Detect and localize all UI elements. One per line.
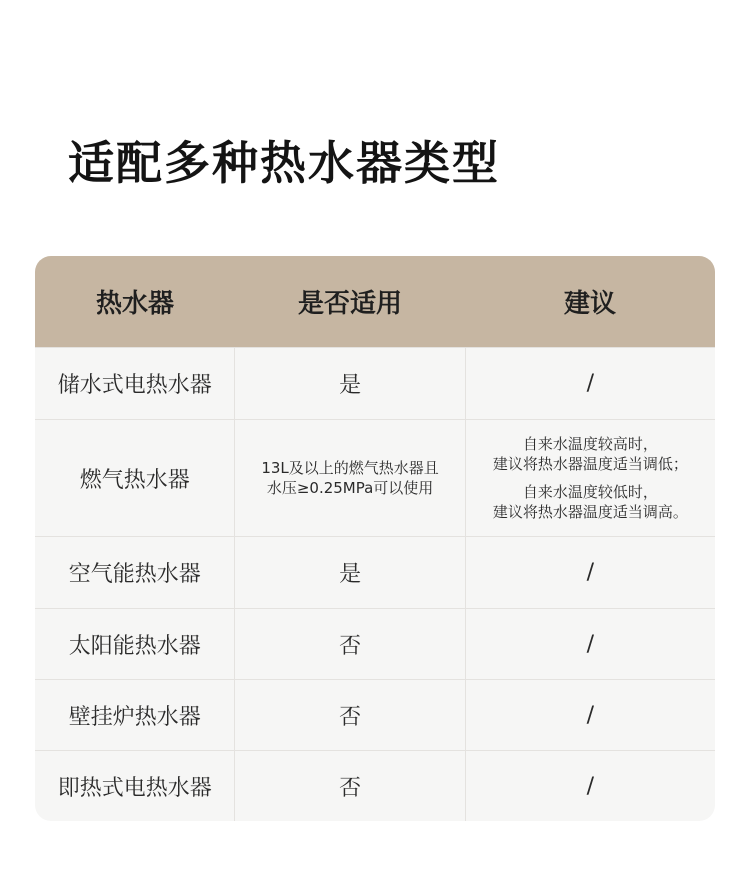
table-header [35,256,715,347]
heater-type-cell: 即热式电热水器 [35,751,235,821]
advice-cell [466,420,715,536]
table-row [35,536,715,608]
heater-type-cell: 空气能热水器 [35,537,235,608]
applicable-line: 13L及以上的燃气热水器且 [261,458,439,477]
table-row [35,608,715,679]
table-row [35,347,715,419]
applicable-cell: 是 [235,348,465,419]
applicable-cell: 否 [235,609,465,679]
advice-line: 建议将热水器温度适当调低； [492,454,688,473]
heater-type-cell: 太阳能热水器 [35,609,235,679]
advice-cell: / [586,631,595,657]
advice-cell: / [586,371,595,396]
applicable-line: 水压≥0.25MPa可以使用 [266,479,434,497]
advice-cell: / [586,702,595,728]
applicable-cell: 是 [235,537,465,608]
page-title: 适配多种热水器类型 [68,136,500,190]
table-row [35,679,715,750]
advice-line: 自来水温度较高时， [522,434,658,453]
advice-line: 建议将热水器温度适当调高。 [492,503,688,522]
header-applicable: 是否适用 [297,289,402,319]
applicable-cell: 否 [235,680,465,750]
advice-cell: / [586,560,595,585]
header-advice: 建议 [563,289,616,319]
water-heater-table [35,256,715,821]
heater-type-cell: 燃气热水器 [35,420,235,536]
table-row [35,750,715,821]
table-row [35,419,715,536]
heater-type-cell: 储水式电热水器 [35,348,235,419]
advice-line: 自来水温度较低时， [522,483,658,501]
heater-type-cell: 壁挂炉热水器 [35,680,235,750]
header-heater: 热水器 [95,289,174,319]
advice-cell: / [586,773,595,799]
applicable-cell [235,420,465,536]
applicable-cell: 否 [235,751,465,821]
